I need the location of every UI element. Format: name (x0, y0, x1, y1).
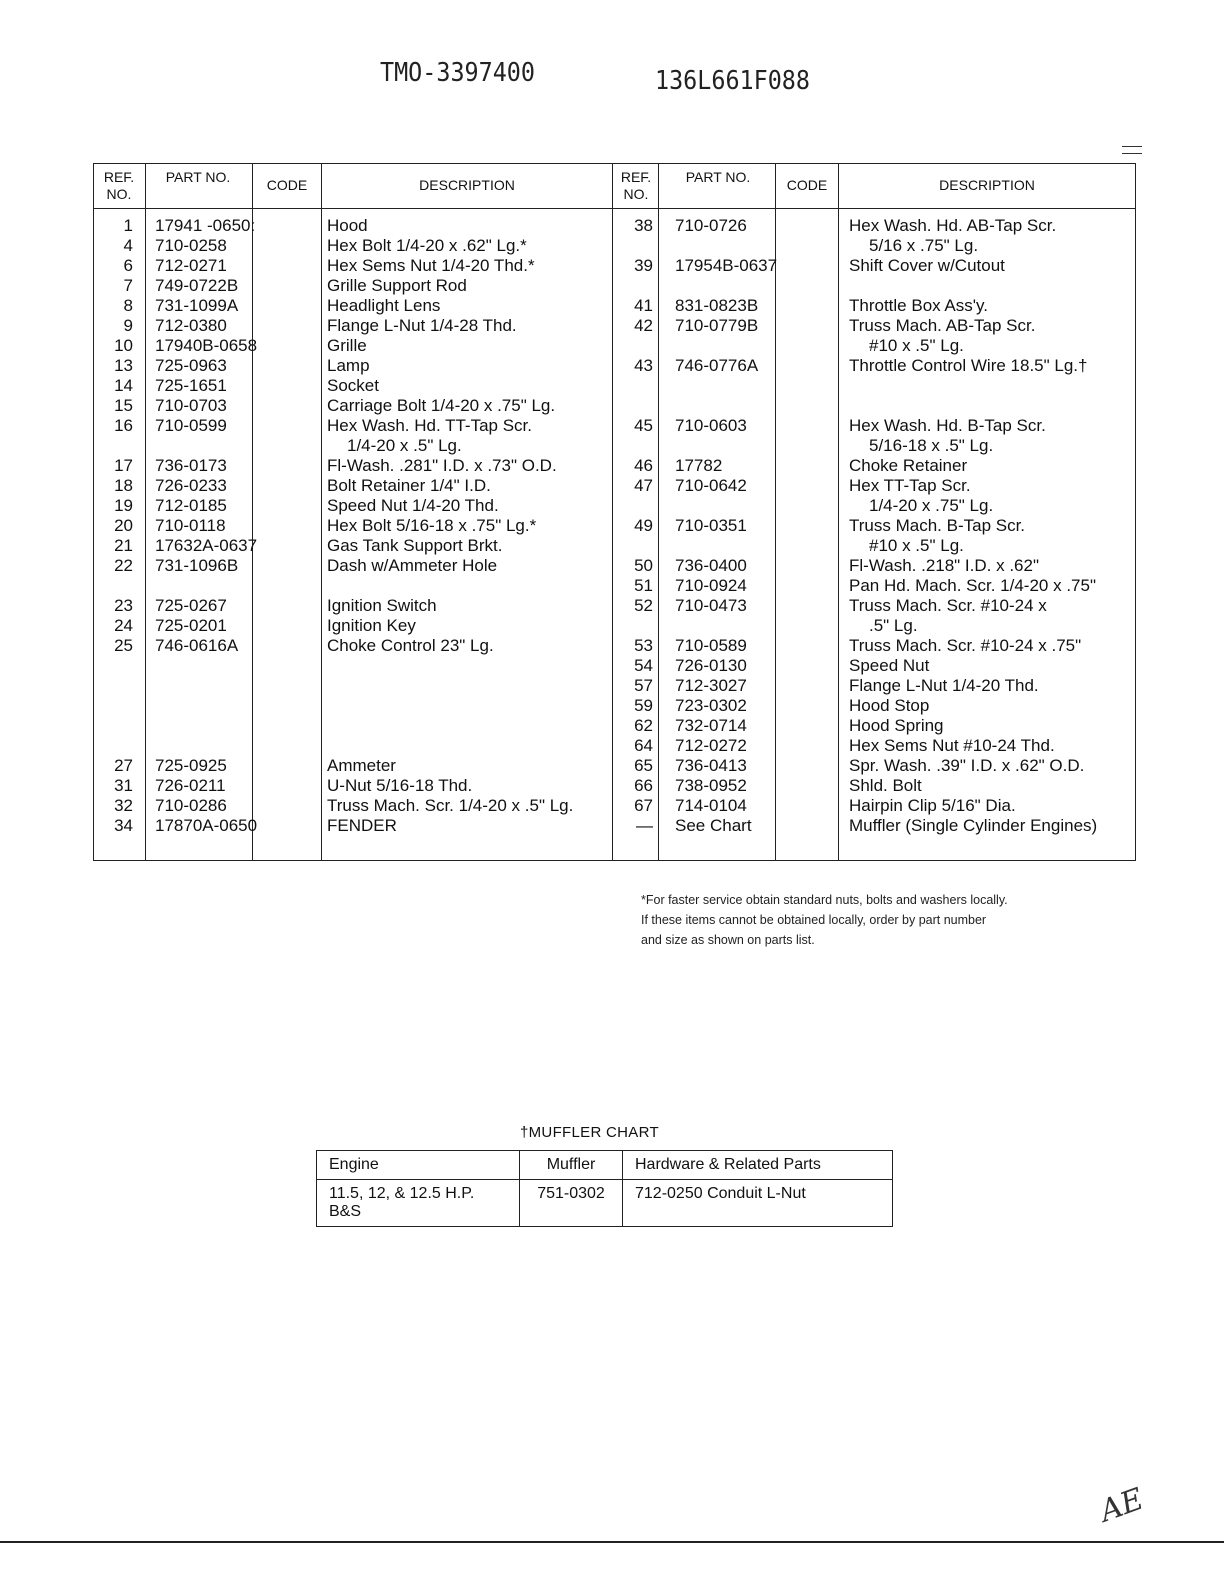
ref-cell: 18 (114, 476, 133, 495)
table-row (93, 356, 1136, 376)
ref-cell: 54 (634, 656, 653, 675)
description-cell: Speed Nut (849, 656, 930, 675)
ref-cell: — (636, 816, 653, 835)
description-cell: Lamp (327, 356, 370, 375)
description-cell: Carriage Bolt 1/4-20 x .75" Lg. (327, 396, 556, 415)
col-header-part: PART NO. (165, 169, 231, 185)
description-cell: Ignition Switch (327, 596, 437, 615)
description-cell: Pan Hd. Mach. Scr. 1/4-20 x .75" (849, 576, 1096, 595)
description-cell: Hex Sems Nut 1/4-20 Thd.* (327, 256, 535, 275)
part-no-cell: 725-0201 (155, 616, 227, 635)
description-cell: Gas Tank Support Brkt. (327, 536, 503, 555)
muffler-chart-title: †MUFFLER CHART (520, 1124, 659, 1141)
part-no-cell: 710-0642 (675, 476, 747, 495)
part-no-cell: 710-0603 (675, 416, 747, 435)
col-header-description: DESCRIPTION (939, 177, 1035, 193)
col-header-part: PART NO. (685, 169, 751, 185)
muffler-chart (316, 1150, 893, 1227)
description-cell: Dash w/Ammeter Hole (327, 556, 498, 575)
margin-mark (1122, 153, 1142, 154)
ref-cell: 52 (634, 596, 653, 615)
col-header-ref: REF. NO. (620, 169, 652, 202)
part-no-cell: 710-0589 (675, 636, 747, 655)
ref-cell: 65 (634, 756, 653, 775)
ref-cell: 53 (634, 636, 653, 655)
description-cell: Truss Mach. Scr. 1/4-20 x .5" Lg. (327, 796, 574, 815)
description-cell: Choke Control 23" Lg. (327, 636, 494, 655)
col-header-description: DESCRIPTION (419, 177, 515, 193)
part-no-cell: 725-0963 (155, 356, 227, 375)
ref-cell: 42 (634, 316, 653, 335)
table-row (93, 336, 1136, 356)
description-cell: Speed Nut 1/4-20 Thd. (327, 496, 499, 515)
description-cell: 5/16-18 x .5" Lg. (869, 436, 994, 455)
ref-cell: 22 (114, 556, 133, 575)
description-cell: Fl-Wash. .281" I.D. x .73" O.D. (327, 456, 557, 475)
part-no-cell: 710-0118 (155, 516, 226, 535)
table-row (93, 656, 1136, 676)
table-row (93, 296, 1136, 316)
table-row (93, 236, 1136, 256)
table-row (93, 216, 1136, 236)
part-no-cell: 17870A-0650 (155, 816, 258, 835)
ref-cell: 7 (123, 276, 133, 295)
part-no-cell: 725-0267 (155, 596, 227, 615)
description-cell: Hairpin Clip 5/16" Dia. (849, 796, 1016, 815)
ref-cell: 51 (634, 576, 653, 595)
table-row (93, 496, 1136, 516)
table-row (93, 736, 1136, 756)
table-row (93, 516, 1136, 536)
ref-cell: 8 (123, 296, 133, 315)
description-cell: Hex Wash. Hd. AB-Tap Scr. (849, 216, 1057, 235)
description-cell: Muffler (Single Cylinder Engines) (849, 816, 1098, 835)
description-cell: Grille Support Rod (327, 276, 467, 295)
part-no-cell: 712-0271 (155, 256, 227, 275)
table-row (93, 576, 1136, 596)
part-no-cell: 712-0185 (155, 496, 227, 515)
part-no-cell: 831-0823B (675, 296, 759, 315)
ref-cell: 31 (114, 776, 133, 795)
muffler-header-muffler: Muffler (520, 1151, 623, 1180)
part-no-cell: 726-0130 (675, 656, 747, 675)
table-row (93, 696, 1136, 716)
description-cell: Throttle Box Ass'y. (849, 296, 988, 315)
part-no-cell: 710-0258 (155, 236, 227, 255)
table-row (93, 436, 1136, 456)
ref-cell: 34 (114, 816, 133, 835)
description-cell: Shld. Bolt (849, 776, 922, 795)
table-row (93, 776, 1136, 796)
description-cell: 1/4-20 x .75" Lg. (869, 496, 994, 515)
ref-cell: 67 (634, 796, 653, 815)
part-no-cell: 17782 (675, 456, 723, 475)
table-row (93, 476, 1136, 496)
table-row (93, 456, 1136, 476)
header-right-code: 136L661F088 (655, 66, 810, 96)
table-header-rule (93, 208, 1136, 209)
ref-cell: 47 (634, 476, 653, 495)
part-no-cell: 712-0380 (155, 316, 227, 335)
description-cell: Hood (327, 216, 368, 235)
part-no-cell: 731-1096B (155, 556, 239, 575)
muffler-engine-cell: 11.5, 12, & 12.5 H.P. B&S (317, 1180, 520, 1227)
description-cell: Truss Mach. AB-Tap Scr. (849, 316, 1036, 335)
part-no-cell: 714-0104 (675, 796, 747, 815)
table-row (93, 556, 1136, 576)
description-cell: Bolt Retainer 1/4" I.D. (327, 476, 491, 495)
table-row (93, 796, 1136, 816)
part-no-cell: 736-0400 (675, 556, 747, 575)
ref-cell: 14 (114, 376, 133, 395)
col-header-code: CODE (786, 177, 828, 193)
part-no-cell: 712-0272 (675, 736, 747, 755)
table-row (93, 676, 1136, 696)
part-no-cell: 738-0952 (675, 776, 747, 795)
bottom-rule (0, 1541, 1224, 1543)
table-row (93, 316, 1136, 336)
part-no-cell: 736-0173 (155, 456, 227, 475)
table-row (93, 376, 1136, 396)
footnote (641, 890, 1008, 950)
description-cell: Hex Wash. Hd. B-Tap Scr. (849, 416, 1046, 435)
part-no-cell: 710-0599 (155, 416, 227, 435)
table-row (93, 416, 1136, 436)
description-cell: Ammeter (327, 756, 396, 775)
table-row (93, 816, 1136, 836)
ref-cell: 16 (114, 416, 133, 435)
table-row (93, 596, 1136, 616)
part-no-cell: 17940B-0658 (155, 336, 258, 355)
description-cell: Fl-Wash. .218" I.D. x .62" (849, 556, 1039, 575)
ref-cell: 25 (114, 636, 133, 655)
part-no-cell: 710-0726 (675, 216, 747, 235)
ref-cell: 20 (114, 516, 133, 535)
margin-mark (1122, 146, 1142, 147)
table-row (93, 256, 1136, 276)
table-row (93, 276, 1136, 296)
ref-cell: 10 (114, 336, 133, 355)
part-no-cell: 17632A-0637 (155, 536, 258, 555)
col-header-ref: REF. NO. (103, 169, 135, 202)
muffler-header-engine: Engine (317, 1151, 520, 1180)
table-row (93, 716, 1136, 736)
description-cell: Headlight Lens (327, 296, 441, 315)
description-cell: Hood Stop (849, 696, 930, 715)
part-no-cell: See Chart (675, 816, 752, 835)
part-no-cell: 710-0703 (155, 396, 227, 415)
description-cell: #10 x .5" Lg. (869, 536, 964, 555)
table-row (93, 616, 1136, 636)
ref-cell: 1 (123, 216, 133, 235)
description-cell: Choke Retainer (849, 456, 968, 475)
description-cell: 1/4-20 x .5" Lg. (347, 436, 462, 455)
footnote-line: If these items cannot be obtained locally, order by part number (641, 913, 987, 927)
part-no-cell: 725-1651 (155, 376, 227, 395)
ref-cell: 43 (634, 356, 653, 375)
ref-cell: 4 (123, 236, 133, 255)
description-cell: #10 x .5" Lg. (869, 336, 964, 355)
part-no-cell: 746-0616A (155, 636, 239, 655)
ref-cell: 57 (634, 676, 653, 695)
description-cell: Shift Cover w/Cutout (849, 256, 1005, 275)
ref-cell: 59 (634, 696, 653, 715)
description-cell: Truss Mach. Scr. #10-24 x (849, 596, 1047, 615)
description-cell: Hex Bolt 5/16-18 x .75" Lg.* (327, 516, 537, 535)
part-no-cell: 17954B-0637 (675, 256, 778, 275)
ref-cell: 21 (114, 536, 133, 555)
description-cell: FENDER (327, 816, 397, 835)
part-no-cell: 725-0925 (155, 756, 227, 775)
ref-cell: 15 (114, 396, 133, 415)
table-bottom-border (93, 860, 1136, 861)
part-no-cell: 746-0776A (675, 356, 759, 375)
table-row (93, 756, 1136, 776)
description-cell: Socket (327, 376, 379, 395)
part-no-cell: 710-0473 (675, 596, 747, 615)
ref-cell: 50 (634, 556, 653, 575)
part-no-cell: 726-0211 (155, 776, 226, 795)
ref-cell: 6 (123, 256, 133, 275)
part-no-cell: 710-0351 (675, 516, 747, 535)
description-cell: Truss Mach. B-Tap Scr. (849, 516, 1026, 535)
signature: AE (1095, 1481, 1149, 1530)
description-cell: Hex TT-Tap Scr. (849, 476, 971, 495)
description-cell: Ignition Key (327, 616, 416, 635)
part-no-cell: 712-3027 (675, 676, 747, 695)
description-cell: Flange L-Nut 1/4-28 Thd. (327, 316, 517, 335)
description-cell: Flange L-Nut 1/4-20 Thd. (849, 676, 1039, 695)
ref-cell: 24 (114, 616, 133, 635)
ref-cell: 49 (634, 516, 653, 535)
ref-cell: 46 (634, 456, 653, 475)
footnote-line: *For faster service obtain standard nuts, bolts and washers locally. (641, 893, 1008, 907)
footnote-line: and size as shown on parts list. (641, 933, 815, 947)
part-no-cell: 749-0722B (155, 276, 239, 295)
description-cell: .5" Lg. (869, 616, 918, 635)
ref-cell: 17 (114, 456, 133, 475)
part-no-cell: 710-0924 (675, 576, 747, 595)
ref-cell: 23 (114, 596, 133, 615)
description-cell: Truss Mach. Scr. #10-24 x .75" (849, 636, 1082, 655)
part-no-cell: 726-0233 (155, 476, 227, 495)
description-cell: Grille (327, 336, 367, 355)
part-no-cell: 732-0714 (675, 716, 747, 735)
part-no-cell: 731-1099A (155, 296, 239, 315)
ref-cell: 9 (123, 316, 133, 335)
ref-cell: 39 (634, 256, 653, 275)
col-header-code: CODE (266, 177, 308, 193)
part-no-cell: 710-0779B (675, 316, 759, 335)
ref-cell: 38 (634, 216, 653, 235)
table-row (93, 396, 1136, 416)
part-no-cell: 17941 -0650: (155, 216, 256, 235)
header-left-code: TMO-3397400 (380, 58, 535, 88)
ref-cell: 64 (634, 736, 653, 755)
description-cell: Throttle Control Wire 18.5" Lg.† (849, 356, 1088, 375)
part-no-cell: 710-0286 (155, 796, 227, 815)
part-no-cell: 736-0413 (675, 756, 747, 775)
parts-table (93, 163, 1136, 863)
table-row (93, 536, 1136, 556)
description-cell: Hex Wash. Hd. TT-Tap Scr. (327, 416, 533, 435)
ref-cell: 32 (114, 796, 133, 815)
description-cell: Hood Spring (849, 716, 944, 735)
table-top-border (93, 163, 1136, 164)
description-cell: Hex Bolt 1/4-20 x .62" Lg.* (327, 236, 527, 255)
description-cell: U-Nut 5/16-18 Thd. (327, 776, 473, 795)
description-cell: Hex Sems Nut #10-24 Thd. (849, 736, 1055, 755)
muffler-header-hardware: Hardware & Related Parts (623, 1151, 893, 1180)
muffler-hardware-cell: 712-0250 Conduit L-Nut (623, 1180, 893, 1227)
ref-cell: 27 (114, 756, 133, 775)
part-no-cell: 723-0302 (675, 696, 747, 715)
ref-cell: 66 (634, 776, 653, 795)
ref-cell: 13 (114, 356, 133, 375)
muffler-part-cell: 751-0302 (520, 1180, 623, 1227)
ref-cell: 19 (114, 496, 133, 515)
ref-cell: 41 (634, 296, 653, 315)
ref-cell: 45 (634, 416, 653, 435)
description-cell: 5/16 x .75" Lg. (869, 236, 979, 255)
ref-cell: 62 (634, 716, 653, 735)
description-cell: Spr. Wash. .39" I.D. x .62" O.D. (849, 756, 1085, 775)
table-row (93, 636, 1136, 656)
